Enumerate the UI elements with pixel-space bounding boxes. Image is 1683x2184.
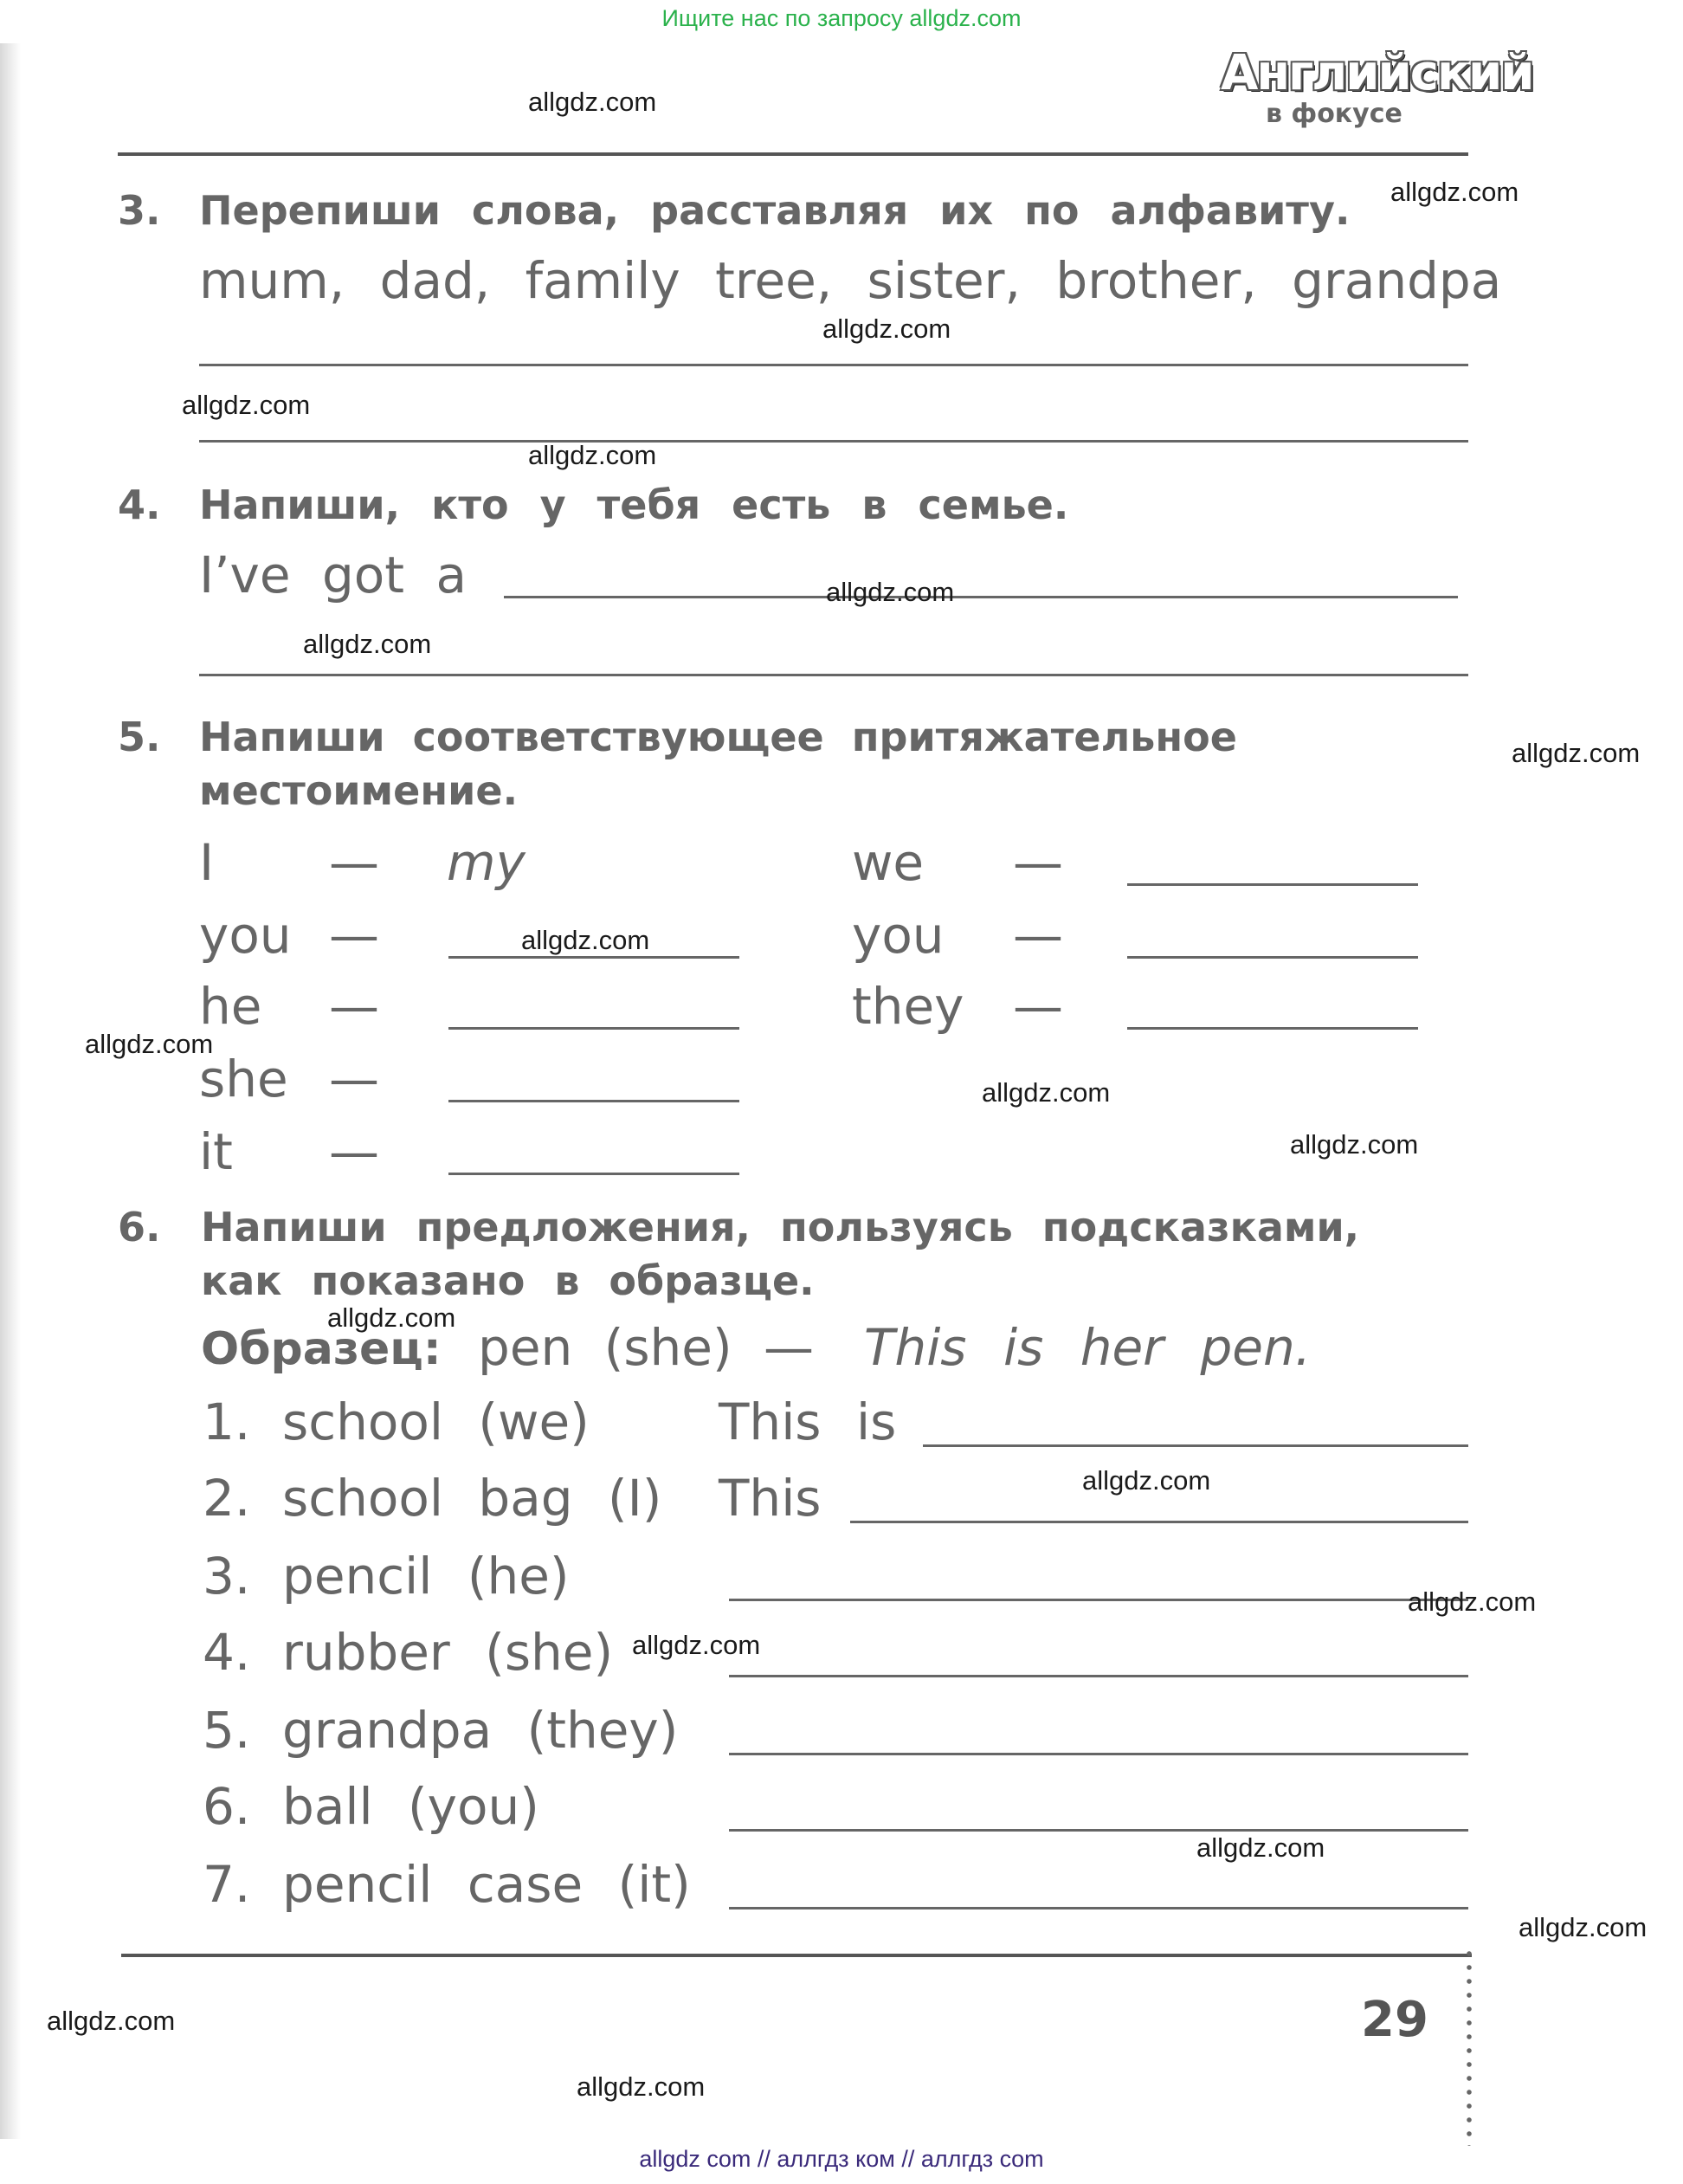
watermark-link[interactable]: allgdz.com — [982, 1077, 1111, 1108]
watermark-link[interactable]: allgdz.com — [528, 440, 657, 470]
ex6-item-lead: This — [719, 1469, 822, 1528]
watermark-link[interactable]: allgdz.com — [822, 313, 951, 344]
ex5-number: 5. — [118, 714, 161, 760]
ex5-dash: — — [1013, 833, 1063, 892]
ex5-pronoun-i: I — [199, 833, 215, 892]
ex6-example-prompt: pen (she) — — [478, 1318, 815, 1377]
watermark-link[interactable]: allgdz.com — [182, 390, 311, 420]
ex4-answer-line-1[interactable] — [504, 596, 1458, 598]
ex5-dash: — — [329, 833, 379, 892]
ex4-number: 4. — [118, 481, 161, 528]
page-binding-shadow — [0, 43, 21, 2139]
ex5-pronoun-you: you — [199, 906, 292, 965]
page-edge-dots — [1467, 1947, 1472, 2146]
watermark-link[interactable]: allgdz.com — [85, 1029, 214, 1059]
ex4-instruction: Напиши, кто у тебя есть в семье. — [199, 481, 1069, 528]
ex6-item-text: ball (you) — [282, 1777, 539, 1836]
watermark-link[interactable]: allgdz.com — [1196, 1832, 1325, 1863]
ex5-answer-i: my — [447, 833, 526, 892]
logo-subtitle: в фокусе — [1266, 99, 1402, 129]
ex6-item-text: pencil case (it) — [282, 1855, 691, 1914]
ex5-instruction-line2: местоимение. — [199, 767, 519, 814]
watermark-link[interactable]: allgdz.com — [632, 1630, 761, 1660]
ex6-item-number: 2. — [203, 1469, 251, 1528]
ex5-pronoun-you-plural: you — [852, 906, 945, 965]
ex3-answer-line-1[interactable] — [199, 364, 1468, 366]
footer-rule — [121, 1954, 1472, 1957]
ex6-answer-line-3[interactable] — [729, 1599, 1468, 1601]
watermark-link[interactable]: allgdz.com — [47, 2006, 176, 2036]
ex6-item-text: school bag (I) — [282, 1469, 662, 1528]
page-number: 29 — [1361, 1992, 1428, 2048]
ex6-instruction-line1: Напиши предложения, пользуясь подсказками, — [201, 1204, 1360, 1250]
ex6-item-number: 5. — [203, 1701, 251, 1760]
ex6-answer-line-4[interactable] — [729, 1675, 1468, 1677]
ex5-dash: — — [1013, 977, 1063, 1036]
ex5-dash: — — [329, 977, 379, 1036]
ex5-answer-line-we[interactable] — [1127, 883, 1418, 886]
watermark-link[interactable]: allgdz.com — [521, 925, 650, 955]
ex6-item-number: 4. — [203, 1623, 251, 1682]
logo-title: Английский — [1221, 45, 1533, 101]
ex5-dash: — — [329, 1122, 379, 1181]
ex5-dash: — — [329, 906, 379, 965]
ex6-item-text: grandpa (they) — [282, 1701, 679, 1760]
ex6-item-number: 3. — [203, 1547, 251, 1606]
ex6-item-number: 6. — [203, 1777, 251, 1836]
ex5-dash: — — [329, 1050, 379, 1108]
watermark-link[interactable]: allgdz.com — [327, 1302, 456, 1333]
ex5-instruction-line1: Напиши соответствующее притяжательное — [199, 714, 1237, 760]
header-rule — [118, 152, 1468, 156]
watermark-link[interactable]: allgdz.com — [1082, 1465, 1211, 1496]
ex5-pronoun-she: she — [199, 1050, 288, 1108]
ex6-number: 6. — [118, 1204, 161, 1250]
ex6-item-number: 1. — [203, 1392, 251, 1451]
watermark-link[interactable]: allgdz.com — [1519, 1912, 1648, 1942]
ex5-answer-line-he[interactable] — [448, 1027, 739, 1030]
ex6-item-lead: This is — [719, 1392, 897, 1451]
ex6-item-text: rubber (she) — [282, 1623, 614, 1682]
ex5-dash: — — [1013, 906, 1063, 965]
ex6-example-answer: This is her pen. — [864, 1318, 1312, 1377]
ex6-item-number: 7. — [203, 1855, 251, 1914]
ex5-pronoun-we: we — [852, 833, 925, 892]
bottom-banner[interactable]: allgdz com // аллгдз ком // аллгдз com — [639, 2146, 1044, 2172]
ex6-answer-line-6[interactable] — [729, 1829, 1468, 1832]
ex6-answer-line-2[interactable] — [850, 1521, 1468, 1523]
ex5-answer-line-they[interactable] — [1127, 1027, 1418, 1030]
ex3-words: mum, dad, family tree, sister, brother, grandpa — [199, 251, 1502, 310]
ex6-item-text: school (we) — [282, 1392, 590, 1451]
ex6-answer-line-7[interactable] — [729, 1907, 1468, 1909]
ex5-answer-line-you[interactable] — [448, 956, 739, 959]
ex5-answer-line-you-plural[interactable] — [1127, 956, 1418, 959]
ex3-answer-line-2[interactable] — [199, 440, 1468, 443]
ex3-number: 3. — [118, 187, 161, 234]
ex3-instruction: Перепиши слова, расставляя их по алфавиту. — [199, 187, 1351, 234]
ex6-item-text: pencil (he) — [282, 1547, 570, 1606]
watermark-link[interactable]: allgdz.com — [303, 629, 432, 659]
ex4-prompt: I’ve got a — [199, 546, 468, 604]
book-logo — [1221, 45, 1533, 132]
watermark-link[interactable]: allgdz.com — [528, 87, 657, 117]
ex5-pronoun-he: he — [199, 977, 262, 1036]
watermark-link[interactable]: allgdz.com — [1408, 1586, 1537, 1617]
ex6-instruction-line2: как показано в образце. — [201, 1257, 815, 1304]
watermark-link[interactable]: allgdz.com — [1290, 1129, 1419, 1160]
ex4-answer-line-2[interactable] — [199, 674, 1468, 676]
ex6-answer-line-5[interactable] — [729, 1753, 1468, 1755]
ex5-answer-line-she[interactable] — [448, 1100, 739, 1102]
watermark-link[interactable]: allgdz.com — [1512, 738, 1641, 768]
ex5-pronoun-they: they — [852, 977, 964, 1036]
ex6-answer-line-1[interactable] — [923, 1444, 1468, 1447]
ex6-example-label: Образец: — [201, 1323, 442, 1375]
ex5-answer-line-it[interactable] — [448, 1173, 739, 1175]
watermark-link[interactable]: allgdz.com — [1390, 177, 1519, 207]
watermark-link[interactable]: allgdz.com — [577, 2071, 706, 2102]
watermark-link[interactable]: allgdz.com — [826, 577, 955, 607]
top-banner[interactable]: Ищите нас по запросу allgdz.com — [661, 5, 1022, 31]
ex5-pronoun-it: it — [199, 1122, 233, 1181]
